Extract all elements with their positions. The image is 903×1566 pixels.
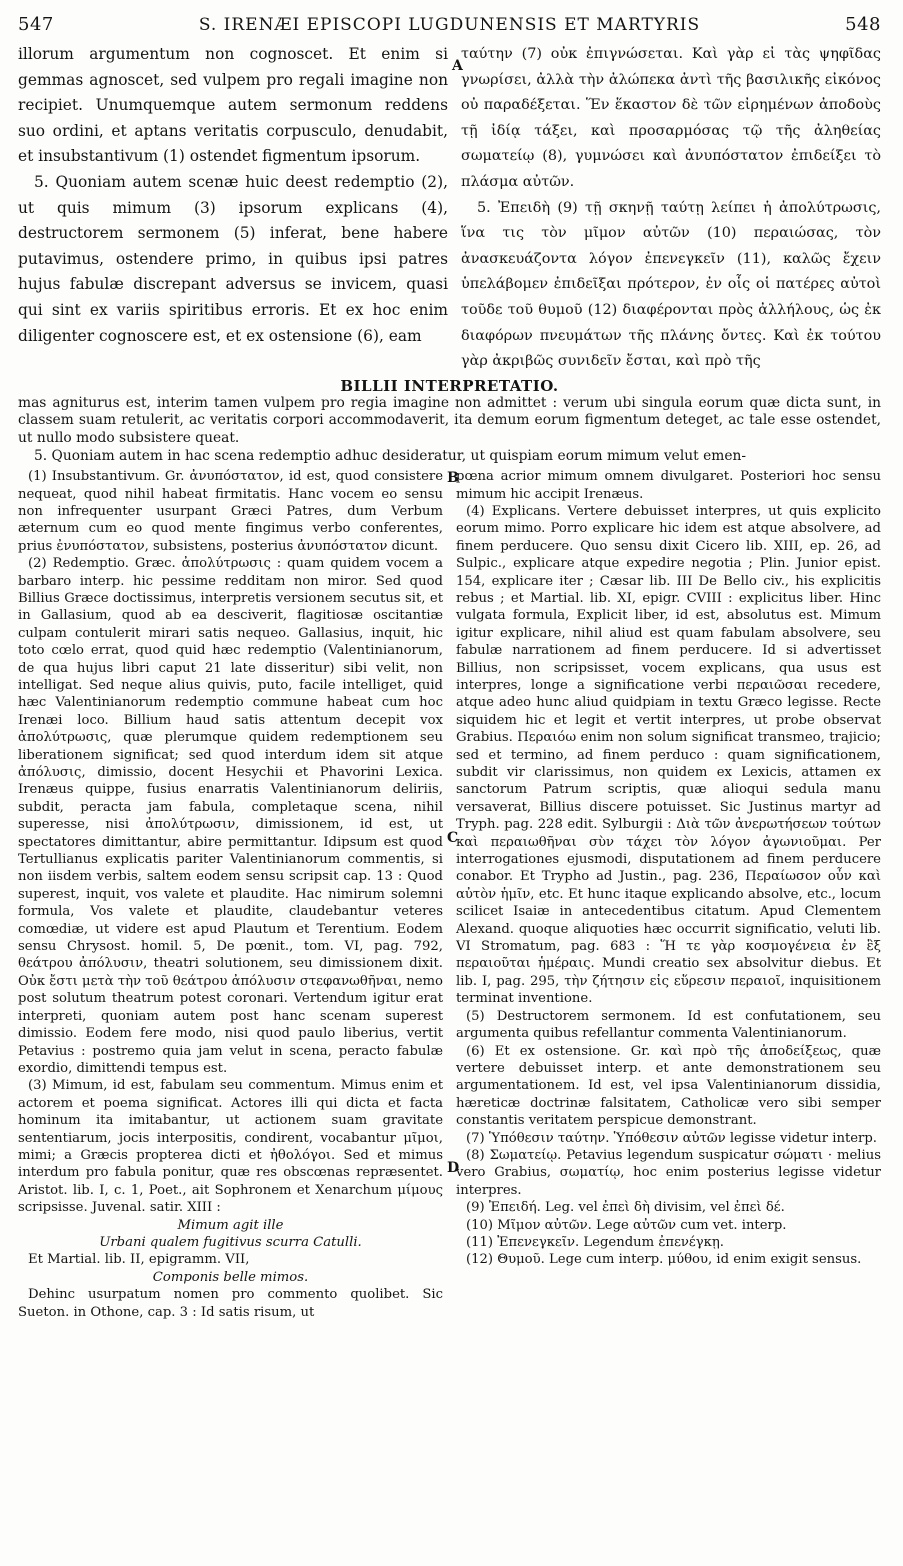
footnote: (4) Explicans. Vertere debuisset interpres, ut quis explicito eorum mimo. Porro explicare hic idem est atque absolvere, ad finem perducere. Quo sensu dixit Cicero lib. XIII, ep. 26, ad Sulpic., explicare atque expedire negotia ; Plin. Junior epist. 154, explicare iter ; Cæsar lib. III De Bello civ., his explicitis rebus ; et Martial. lib. XI, epigr. CVIII : explicitus liber. Hinc vulgata formula, Explicit liber, id est, absolutus est. Mimum igitur explicare, nihil aliud est quam fabulam absolvere, seu fabulæ narrationem ad finem perducere. Id si advertisset Billius, non scripsisset, vocem explicans, qua usus est interpres, longe a significatione verbi περαιῶσαι recedere, atque adeo hunc aliud quidpiam in textu Græco legisse. Recte siquidem hic et legit et vertit interpres, ut probe observat Grabius. Περαιόω enim non solum significat transmeo, trajicio; sed et termino, ad finem perduco : quam significationem, subdit vir clarissimus, non quidem ex Lexicis, attamen ex sanctorum Patrum scriptis, quæ alioqui sedula manu versaverat, Billius discere potuisset. Sic Justinus martyr ad Tryph. pag. 228 edit. Sylburgii : Διὰ τῶν ἀνερωτήσεων τούτων καὶ περαιωθῆναι σὺν τάχει τὸν λόγον ἀγωνιοῦμαι. Per interrogationes ejusmodi, disputationem ad finem perducere conabor. Et Trypho ad Justin., pag. 236, Περαίωσον οὖν καὶ αὐτὸν ἡμῖν, etc. Et hunc itaque explicando absolve, etc., locum scilicet Isaiæ in antecedentibus citatum. Apud Clementem Alexand. quoque aliquoties hæc occurrit significatio, veluti lib. VI Stromatum, pag. 683 : Ἥ τε γὰρ κοσμογένεια ἐν ἓξ περαιοῦται ἡμέραις. Mundi creatio sex absolvitur diebus. Et lib. I, pag. 295, τὴν ζήτησιν εἰς εὕρεσιν περαιοῖ, inquisitionem terminat inventione. xyxy=(456,503,881,1007)
billius-paragraph: 5. Quoniam autem in hac scena redemptio adhuc desideratur, ut quispiam eorum mimum velut emen- xyxy=(34,447,747,464)
footnote: (12) Θυμοῦ. Lege cum interp. μύθου, id enim exigit sensus. xyxy=(466,1252,862,1268)
footnote: (9) Ἐπειδή. Leg. vel ἐπεὶ δὴ divisim, vel ἐπεὶ δέ. xyxy=(466,1200,785,1216)
footnote: (1) Insubstantivum. Gr. ἀνυπόστατον, id est, quod consistere nequeat, quod nihil habeat firmitatis. Hanc vocem eo sensu non infrequenter usurpant Græci Patres, dum Verbum æternum cum eo quod mente fingimus verbo conferentes, prius ἐνυπόστατον, subsistens, posterius ἀνυπόστατον dicunt. xyxy=(18,469,443,554)
footnote: (6) Et ex ostensione. Gr. καὶ πρὸ τῆς ἀποδείξεως, quæ vertere debuisset interp. et ante demonstrationem seu argumentationem. Id est, vel ipsa Valentinianorum dissidia, hæreticæ doctrinæ falsitatem, Catholicæ vero sibi semper constantis veritatem perspicue demonstrant. xyxy=(456,1043,881,1129)
latin-paragraph: 5. Quoniam autem scenæ huic deest redemptio (2), ut quis mimum (3) ipsorum explicans (4), destructorem sermonem (5) inferat, bene habere putavimus, ostendere primo, in quibus ipsi patres hujus fabulæ discrepant adversus se invicem, quasi qui sint ex variis spiritibus erroris. Et ex hoc enim diligenter cognoscere est, et ex ostensione (6), eam xyxy=(18,172,448,345)
footnote: (5) Destructorem sermonem. Id est confutationem, seu argumenta quibus refellantur commenta Valentinianorum. xyxy=(456,1008,881,1042)
billius-interpretation xyxy=(18,395,881,465)
page-number-left: 547 xyxy=(18,14,54,35)
greek-paragraph: 5. Ἐπειδὴ (9) τῇ σκηνῇ ταύτῃ λείπει ἡ ἀπολύτρωσις, ἵνα τις τὸν μῖμον αὐτῶν (10) περαιώσας, τὸν ἀνασκευάζοντα λόγον ἐπενεγκεῖν (11), καλῶς ἔχειν ὑπελάβομεν ἐπιδεῖξαι πρότερον, ἐν οἷς οἱ πατέρες αὐτοὶ τοῦδε τοῦ θυμοῦ (12) διαφέρονται πρὸς ἀλλήλους, ὡς ἐκ διαφόρων πνευμάτων τῆς πλάνης ὄντες. Καὶ ἐκ τούτου γὰρ ἀκριβῶς συνιδεῖν ἔσται, καὶ πρὸ τῆς xyxy=(461,199,881,370)
margin-marker-a: A xyxy=(452,58,463,74)
footnote: (8) Σωματείῳ. Petavius legendum suspicatur σώματι · melius vero Grabius, σωματίῳ, hoc enim posterius legisse videtur interpres. xyxy=(456,1147,881,1198)
verse-line: Urbani qualem fugitivus scurra Catulli. xyxy=(99,1234,362,1250)
running-title: S. IRENÆI EPISCOPI LUGDUNENSIS ET MARTYRIS xyxy=(198,15,701,35)
latin-column xyxy=(18,42,448,375)
margin-marker-b: B xyxy=(447,470,459,486)
footnotes xyxy=(18,468,881,1321)
billius-paragraph: mas agniturus est, interim tamen vulpem pro regia imagine non admittet : verum ubi singula eorum quæ dicta sunt, in classem suam retulerit, ac veritatis corpori accommodaverit, ita demum eorum figmentum deteget, ac tale esse ostendet, ut nullo modo subsistere queat. xyxy=(18,394,881,446)
verse-line: Componis belle mimos. xyxy=(152,1269,309,1285)
greek-paragraph: ταύτην (7) οὐκ ἐπιγνώσεται. Καὶ γὰρ εἰ τὰς ψηφῖδας γνωρίσει, ἀλλὰ τὴν ἀλώπεκα ἀντὶ τῆς βασιλικῆς εἰκόνος οὐ παραδέξεται. Ἕν ἕκαστον δὲ τῶν εἰρημένων ἀποδοὺς τῇ ἰδίᾳ τάξει, καὶ προσαρμόσας τῷ τῆς ἀληθείας σωματείῳ (8), γυμνώσει καὶ ἀνυπόστατον ἐπιδείξει τὸ πλάσμα αὐτῶν. xyxy=(461,46,881,190)
footnote-line: Et Martial. lib. II, epigramm. VII, xyxy=(28,1252,250,1268)
footnote: (3) Mimum, id est, fabulam seu commentum. Mimus enim et actorem et poema significat. Actores illi qui dicta et facta hominum ita imitabantur, ut actionem suam gravitate sententiarum, jocis interpositis, condirent, vocabantur μῖμοι, mimi; a Græcis propterea dicti et ἠθολόγοι. Sed et mimus interdum pro fabula ponitur, quæ res obscœnas repræsentet. Aristot. lib. I, c. 1, Poet., ait Sophronem et Xenarchum μίμους scripsisse. Juvenal. satir. XIII : xyxy=(18,1078,443,1216)
footnotes-right-column xyxy=(456,468,881,1321)
latin-paragraph: illorum argumentum non cognoscet. Et enim si gemmas agnoscet, sed vulpem pro regali imagine non recipiet. Unumquemque autem sermonum reddens suo ordini, et aptans veritatis corpusculo, denudabit, et insubstantivum (1) ostendet figmentum ipsorum. xyxy=(18,45,448,166)
margin-marker-d: D xyxy=(447,1160,460,1176)
greek-column xyxy=(461,42,881,375)
parallel-text xyxy=(18,42,881,375)
footnote: (7) Ὑπόθεσιν ταύτην. Ὑπόθεσιν αὐτῶν legisse videtur interp. xyxy=(466,1130,877,1146)
verse-line: Mimum agit ille xyxy=(177,1217,284,1233)
footnote: Dehinc usurpatum nomen pro commento quolibet. Sic Sueton. in Othone, cap. 3 : Id satis risum, ut xyxy=(18,1287,443,1320)
footnotes-left-column xyxy=(18,468,443,1321)
page-header xyxy=(18,14,881,38)
footnote: pœna acrior mimum omnem divulgaret. Posteriori hoc sensu mimum hic accipit Irenæus. xyxy=(456,469,881,502)
section-title: BILLII INTERPRETATIO. xyxy=(340,376,559,395)
page-number-right: 548 xyxy=(845,14,881,35)
footnote: (2) Redemptio. Græc. ἀπολύτρωσις : quam quidem vocem a barbaro interp. hic pessime redditam non miror. Sed quod Billius Græce doctissimus, interpretis versionem secutus sit, et in Gallasium, quod ab ea desciverit, flagitiosæ oscitantiæ culpam contulerit mirari satis nequeo. Gallasius, inquit, hic toto cœlo errat, quod quid hæc redemptio (Valentinianorum, de qua hujus libri caput 21 late disseritur) sibi velit, non intelligat. Sed neque alius quivis, puto, facile intelliget, quid hæc Valentinianorum redemptio commune habeat cum hoc Irenæi loco. Billium haud satis attentum decepit vox ἀπολύτρωσις, quæ plerumque quidem redemptionem seu liberationem significat; sed quod interdum idem sit atque ἀπόλυσις, dimissio, docent Hesychii et Phavorini Lexica. Irenæus quippe, fusius enarratis Valentinianorum deliriis, subdit, peracta jam fabula, completaque scena, nihil superesse, nisi ἀπολύτρωσιν, dimissionem, id est, ut spectatores dimittantur, abire permittantur. Idipsum est quod Tertullianus explicatis pariter Valentinianorum commentis, si non iisdem verbis, saltem eodem sensu scripsit cap. 13 : Quod superest, inquit, vos valete et plaudite. Hac nimirum solemni formula, Vos valete et plaudite, claudebantur veteres comœdiæ, ut videre est apud Plautum et Terentium. Eodem sensu Chrysost. homil. 5, De pœnit., tom. VI, pag. 792, θεάτρου ἀπόλυσιν, theatri solutionem, seu dimissionem dixit. Οὐκ ἔστι μετὰ τὴν τοῦ θεάτρου ἀπόλυσιν στεφανωθῆναι, nemo post solutum theatrum potest coronari. Vertendum igitur erat interpreti, quoniam autem post hanc scenam superest dimissio. Eodem fere modo, nisi quod paulo liberius, vertit Petavius : postremo quia jam velut in scena, peracto fabulæ exordio, dimittendi tempus est. xyxy=(18,556,443,1076)
margin-marker-c: C xyxy=(447,830,459,846)
footnote: (11) Ἐπενεγκεῖν. Legendum ἐπενέγκῃ. xyxy=(466,1234,724,1250)
footnote: (10) Μῖμον αὐτῶν. Lege αὐτῶν cum vet. interp. xyxy=(466,1217,787,1233)
